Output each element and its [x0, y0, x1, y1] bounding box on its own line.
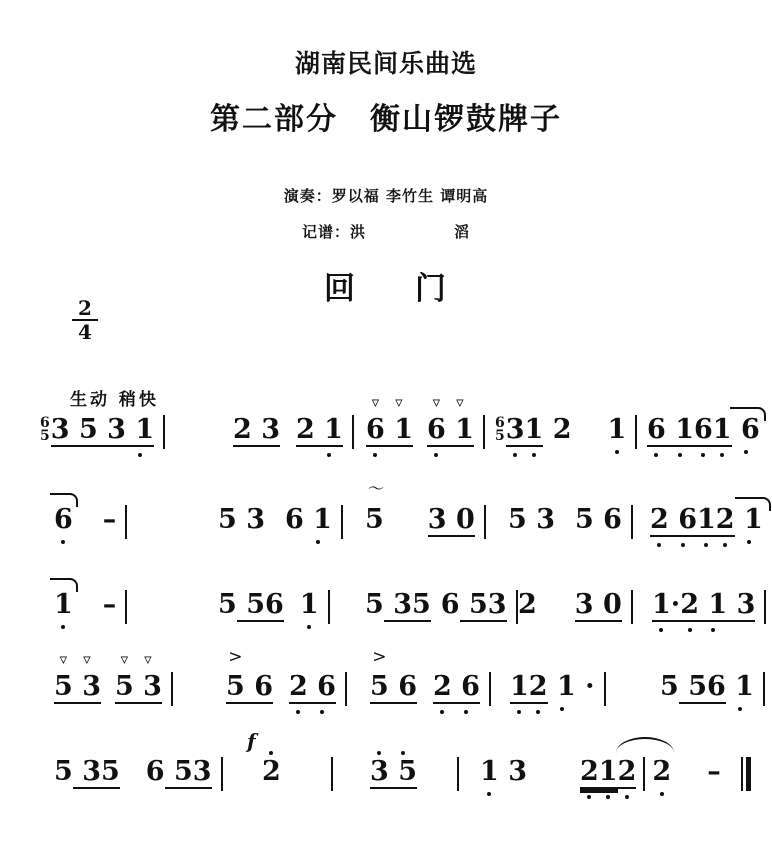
- note: 5: [508, 504, 527, 535]
- low-octave-dot: [747, 540, 751, 544]
- bar-line: [352, 415, 354, 449]
- bar-line: [125, 590, 127, 624]
- measure-1-3: [366, 393, 494, 475]
- sustain-dash: –: [102, 589, 117, 620]
- low-octave-dot: [434, 453, 438, 457]
- trill-mark: 〜: [366, 479, 383, 498]
- note-group: [428, 505, 475, 537]
- bar-line: [643, 757, 645, 791]
- note: 2: [716, 505, 735, 535]
- note-group: [165, 757, 212, 789]
- note-group: [426, 393, 474, 447]
- tie-hook: [735, 497, 771, 511]
- low-octave-dot: [61, 540, 65, 544]
- note: 1: [713, 415, 732, 445]
- piece-title-char-1: 回: [324, 271, 357, 307]
- note: 3: [383, 589, 412, 620]
- bar-line: [483, 415, 485, 449]
- note: 5: [660, 671, 679, 702]
- note: 2: [580, 757, 599, 787]
- note: 6 ▿: [366, 415, 385, 445]
- low-octave-dot: [517, 710, 521, 714]
- note: 3: [50, 414, 70, 445]
- note: 3: [370, 757, 389, 787]
- sustain-dash: –: [102, 504, 117, 535]
- measure-5-5: [580, 757, 751, 817]
- bar-line: [345, 672, 347, 706]
- measure-5-1: [54, 729, 256, 817]
- note: 3: [72, 756, 101, 787]
- time-signature-denominator: 4: [78, 320, 92, 344]
- tie-hook: [730, 407, 766, 421]
- note: 6: [732, 415, 760, 445]
- note: 5: [459, 589, 488, 620]
- low-octave-dot: [327, 453, 331, 457]
- note: 5: [218, 589, 237, 620]
- note: 2: [289, 672, 308, 702]
- note: 1 ▿: [445, 393, 474, 445]
- note-group: [54, 650, 101, 704]
- note: 6: [706, 671, 726, 702]
- note: 1: [608, 415, 627, 445]
- time-signature: [72, 298, 98, 342]
- note: 5: [54, 756, 73, 787]
- note: 5 ▿: [114, 650, 134, 702]
- low-octave-dot: [138, 453, 142, 457]
- bar-line: [489, 672, 491, 706]
- bar-line: [457, 757, 459, 791]
- note-group: [694, 415, 732, 447]
- measure-2-5: [650, 505, 763, 565]
- transcriber-second: 滔: [454, 223, 471, 241]
- low-octave-dot: [532, 453, 536, 457]
- note: 6: [284, 504, 304, 535]
- note-group: [233, 415, 280, 447]
- note: 1: [315, 415, 343, 445]
- note: 5: [69, 414, 98, 445]
- note: 2: [433, 672, 452, 702]
- note: 6: [244, 671, 273, 702]
- note: 6: [694, 415, 713, 445]
- high-octave-dot: [269, 751, 273, 755]
- note: 6: [440, 589, 460, 620]
- measure-4-1: [54, 650, 182, 732]
- note: 1: [699, 590, 727, 620]
- low-octave-dot: [440, 710, 444, 714]
- note: 1: [735, 505, 763, 535]
- low-octave-dot: [606, 795, 610, 799]
- collection-title: 湖南民间乐曲选: [294, 49, 477, 78]
- performers-line: [0, 185, 772, 206]
- low-octave-dot: [681, 543, 685, 547]
- note: ·: [670, 589, 681, 620]
- note: 5: [365, 589, 384, 620]
- note: 1: [54, 590, 73, 620]
- note: 3 ▿: [133, 650, 162, 702]
- low-octave-dot: [660, 792, 664, 796]
- staccato-mark: ▿: [120, 650, 129, 668]
- low-octave-dot: [654, 453, 658, 457]
- note: 6 ▿: [427, 415, 446, 445]
- note-group: [226, 647, 273, 704]
- note-group: [366, 393, 413, 447]
- note-group: [580, 757, 618, 789]
- note: 3: [236, 504, 265, 535]
- note-group: [370, 647, 417, 704]
- low-octave-dot: [464, 710, 468, 714]
- note: 1: [697, 505, 716, 535]
- bar-line: [635, 415, 637, 449]
- low-octave-dot: [625, 795, 629, 799]
- bar-line: [764, 590, 766, 624]
- measure-3-4: [518, 590, 642, 650]
- grace-note-cluster: 6 5: [495, 415, 505, 444]
- note: 2: [680, 590, 699, 620]
- bar-line: [163, 415, 165, 449]
- measure-3-5: [652, 590, 772, 650]
- note: 3: [526, 504, 555, 535]
- measure-5-3: [370, 757, 468, 817]
- sustain-dash: –: [707, 756, 721, 787]
- note: 2: [518, 589, 537, 620]
- low-octave-dot: [659, 628, 663, 632]
- note: 5: [574, 504, 594, 535]
- note-group: [51, 415, 98, 447]
- high-octave-dot: [377, 751, 381, 755]
- note: 0: [446, 504, 475, 535]
- note: 1: [126, 415, 154, 445]
- note: 3: [427, 504, 447, 535]
- measure-4-2: [226, 647, 356, 732]
- note: 5: [389, 757, 417, 787]
- measure-3-3: [365, 590, 527, 650]
- measure-2-4: [508, 505, 642, 565]
- note-group: [460, 590, 507, 622]
- low-octave-dot: [615, 450, 619, 454]
- low-octave-dot: [587, 795, 591, 799]
- low-octave-dot: [296, 710, 300, 714]
- note: 3 ▿: [72, 650, 101, 702]
- low-octave-dot: [723, 543, 727, 547]
- note: 3: [251, 414, 280, 445]
- transcriber-first: 洪: [349, 223, 366, 241]
- tempo-marking: 生动 稍快: [70, 390, 159, 410]
- note: 3: [487, 589, 507, 620]
- part-title: 第二部分 衡山锣鼓牌子: [210, 102, 562, 137]
- note-group: [296, 415, 343, 447]
- note: 1: [300, 590, 319, 620]
- note-group: [98, 415, 154, 447]
- measure-3-2: [218, 590, 339, 650]
- note: 5: [164, 756, 193, 787]
- note-group: [652, 590, 699, 622]
- note: 2: [233, 414, 252, 445]
- low-octave-dot: [320, 710, 324, 714]
- note: 1: [480, 757, 499, 787]
- low-octave-dot: [307, 625, 311, 629]
- low-octave-dot: [738, 707, 742, 711]
- low-octave-dot: [536, 710, 540, 714]
- note: 5: [100, 756, 120, 787]
- piece-title: [0, 263, 772, 308]
- note-group: [647, 415, 694, 447]
- note: 5: [678, 671, 707, 702]
- note: 6: [54, 505, 73, 535]
- note: 6: [452, 672, 480, 702]
- measure-1-2: [233, 415, 363, 475]
- piece-title-char-2: 门: [415, 271, 448, 307]
- note: 3: [97, 414, 126, 445]
- note-group: [506, 415, 544, 447]
- staccato-mark: ▿: [83, 650, 91, 668]
- note: 6: [647, 415, 666, 445]
- dynamic-forte: f: [247, 729, 256, 753]
- note: 5 〜: [365, 479, 384, 535]
- staccato-mark: ▿: [456, 393, 464, 411]
- note: 1 ▿: [384, 393, 413, 445]
- bar-line: [331, 757, 333, 791]
- low-octave-dot: [678, 453, 682, 457]
- low-octave-dot: [373, 453, 377, 457]
- note-group: [289, 672, 336, 704]
- note-group: [114, 650, 162, 704]
- bar-line: [125, 505, 127, 539]
- note: 5 >: [226, 647, 245, 702]
- note-group: [699, 590, 755, 622]
- staccato-mark: ▿: [371, 393, 380, 411]
- note: 6: [669, 505, 697, 535]
- note: 1: [666, 415, 694, 445]
- measure-5-4: [480, 757, 527, 817]
- note: 2: [262, 757, 281, 787]
- note-group: [433, 672, 480, 704]
- bar-line: [171, 672, 173, 706]
- low-octave-dot: [61, 625, 65, 629]
- measure-4-4: [510, 672, 615, 732]
- note-group: [618, 757, 637, 789]
- note: 2: [543, 414, 572, 445]
- staccato-mark: ▿: [144, 650, 152, 668]
- low-octave-dot: [720, 453, 724, 457]
- note: 6: [308, 672, 336, 702]
- low-octave-dot: [711, 628, 715, 632]
- note-group: [370, 757, 417, 789]
- note: 5 ▿: [54, 650, 73, 702]
- note: 0: [593, 589, 622, 620]
- performers-names: 罗以福 李竹生 谭明高: [331, 187, 489, 205]
- low-octave-dot: [688, 628, 692, 632]
- time-signature-numerator: 2: [72, 298, 98, 321]
- score-line-5: [40, 729, 740, 843]
- note: 1: [304, 505, 332, 535]
- note: 3: [727, 589, 756, 620]
- note: 1: [652, 590, 671, 620]
- note: 3: [574, 589, 594, 620]
- note: 3: [498, 756, 527, 787]
- bar-line: [328, 590, 330, 624]
- low-octave-dot: [316, 540, 320, 544]
- low-octave-dot: [657, 543, 661, 547]
- note: 2: [529, 672, 548, 702]
- measure-2-2: [218, 505, 352, 565]
- bar-line: [763, 672, 765, 706]
- final-bar-line: [741, 757, 751, 791]
- note-group: [575, 590, 622, 622]
- measure-2-3: [365, 479, 495, 565]
- measure-4-3: [370, 647, 500, 732]
- staccato-mark: ▿: [59, 650, 68, 668]
- score-line-2: [40, 479, 763, 591]
- bar-line: [631, 590, 633, 624]
- bar-line: [604, 672, 606, 706]
- high-octave-dot: [401, 751, 405, 755]
- low-octave-dot: [487, 792, 491, 796]
- note-group: [384, 590, 431, 622]
- note: 5 >: [370, 647, 389, 702]
- transcriber-line: [0, 221, 772, 242]
- note: 2: [618, 757, 637, 787]
- measure-1-5: [647, 415, 760, 475]
- credits-block: [0, 185, 772, 257]
- note: 6: [593, 504, 622, 535]
- bar-line: [341, 505, 343, 539]
- measure-1-1: [40, 415, 174, 475]
- note-group: [650, 505, 697, 537]
- measure-4-5: [660, 672, 772, 732]
- note: 1: [525, 415, 544, 445]
- note: 6: [264, 589, 284, 620]
- note-group: [237, 590, 284, 622]
- low-octave-dot: [513, 453, 517, 457]
- note: ·: [575, 671, 595, 702]
- transcriber-label: 记谱：: [301, 223, 350, 241]
- note: 3: [506, 415, 525, 445]
- note-group: [510, 672, 548, 704]
- staccato-mark: ▿: [395, 393, 403, 411]
- measure-1-4: [495, 415, 646, 475]
- note: 5: [411, 589, 431, 620]
- accent-mark: >: [372, 647, 387, 667]
- measure-2-1: [54, 505, 136, 565]
- note: 6: [145, 756, 165, 787]
- note: 5: [236, 589, 265, 620]
- staccato-mark: ▿: [432, 393, 441, 411]
- bar-line: [631, 505, 633, 539]
- note: 1: [726, 672, 754, 702]
- measure-5-2: [262, 757, 342, 817]
- note: 6: [388, 671, 417, 702]
- note: 1: [510, 672, 529, 702]
- note: 1: [548, 672, 576, 702]
- accent-mark: >: [228, 647, 243, 667]
- bar-line: [221, 757, 223, 791]
- note: 3: [192, 756, 212, 787]
- grace-note-cluster: 6 5: [40, 415, 50, 444]
- measure-3-1: [54, 590, 136, 650]
- note-group: [679, 672, 726, 704]
- low-octave-dot: [701, 453, 705, 457]
- note: 5: [218, 504, 237, 535]
- performers-label: 演奏：: [283, 187, 332, 205]
- note-group: [73, 757, 120, 789]
- bar-line: [484, 505, 486, 539]
- note: 2: [652, 757, 671, 787]
- note-group: [697, 505, 735, 537]
- low-octave-dot: [744, 450, 748, 454]
- note: 2: [295, 414, 315, 445]
- low-octave-dot: [704, 543, 708, 547]
- note: 2: [650, 505, 669, 535]
- note: 1: [599, 757, 618, 787]
- low-octave-dot: [560, 707, 564, 711]
